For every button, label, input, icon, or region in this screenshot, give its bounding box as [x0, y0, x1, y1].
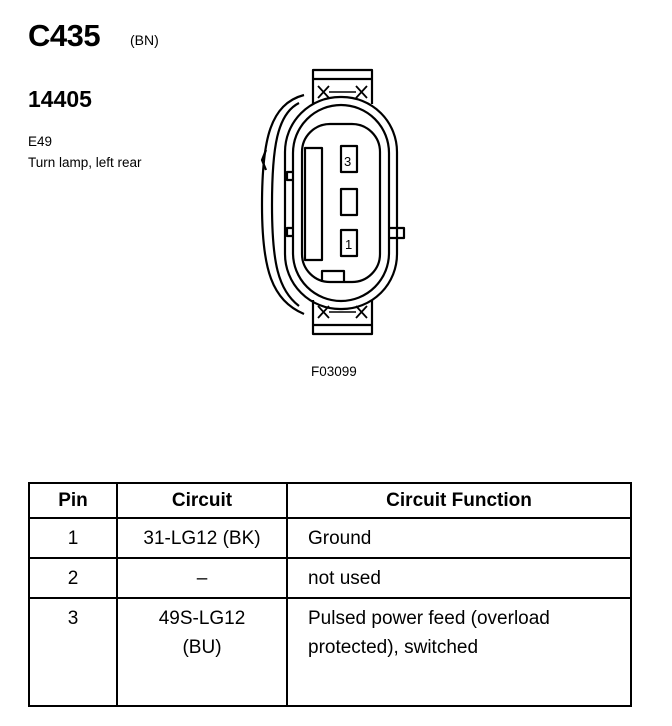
table-row	[29, 558, 631, 598]
header-pin: Pin	[29, 483, 117, 518]
circuit-cell	[117, 598, 287, 706]
polarizing-slot	[305, 148, 322, 260]
function-cell: not used	[287, 558, 631, 598]
header-circuit-function: Circuit Function	[287, 483, 631, 518]
circuit-cell: 31-LG12 (BK)	[117, 518, 287, 558]
function-line: Pulsed power feed (overload	[308, 608, 550, 629]
figure-id: F03099	[311, 364, 357, 379]
circuit-line: (BU)	[182, 637, 222, 658]
pin-cell: 2	[29, 558, 117, 598]
function-cell	[287, 598, 631, 706]
connector-color-code: (BN)	[130, 32, 159, 48]
pin-cell: 1	[29, 518, 117, 558]
location-code: E49	[28, 134, 53, 149]
part-number: 14405	[28, 86, 92, 112]
function-cell: Ground	[287, 518, 631, 558]
cavity-2	[341, 189, 357, 215]
connector-face-drawing	[250, 62, 420, 352]
cavity-label-3: 3	[344, 154, 352, 169]
pin-cell: 3	[29, 598, 117, 706]
circuit-cell: –	[117, 558, 287, 598]
connector-description: Turn lamp, left rear	[28, 155, 142, 170]
table-row	[29, 518, 631, 558]
connector-id: C435	[28, 18, 101, 53]
cavity-label-1: 1	[345, 237, 353, 252]
function-line: protected), switched	[308, 637, 479, 658]
pin-table	[28, 482, 632, 707]
header-circuit: Circuit	[117, 483, 287, 518]
table-header-row	[29, 483, 631, 518]
table-row	[29, 598, 631, 706]
circuit-line: 49S-LG12	[158, 608, 246, 629]
side-lock-clip	[262, 95, 304, 314]
